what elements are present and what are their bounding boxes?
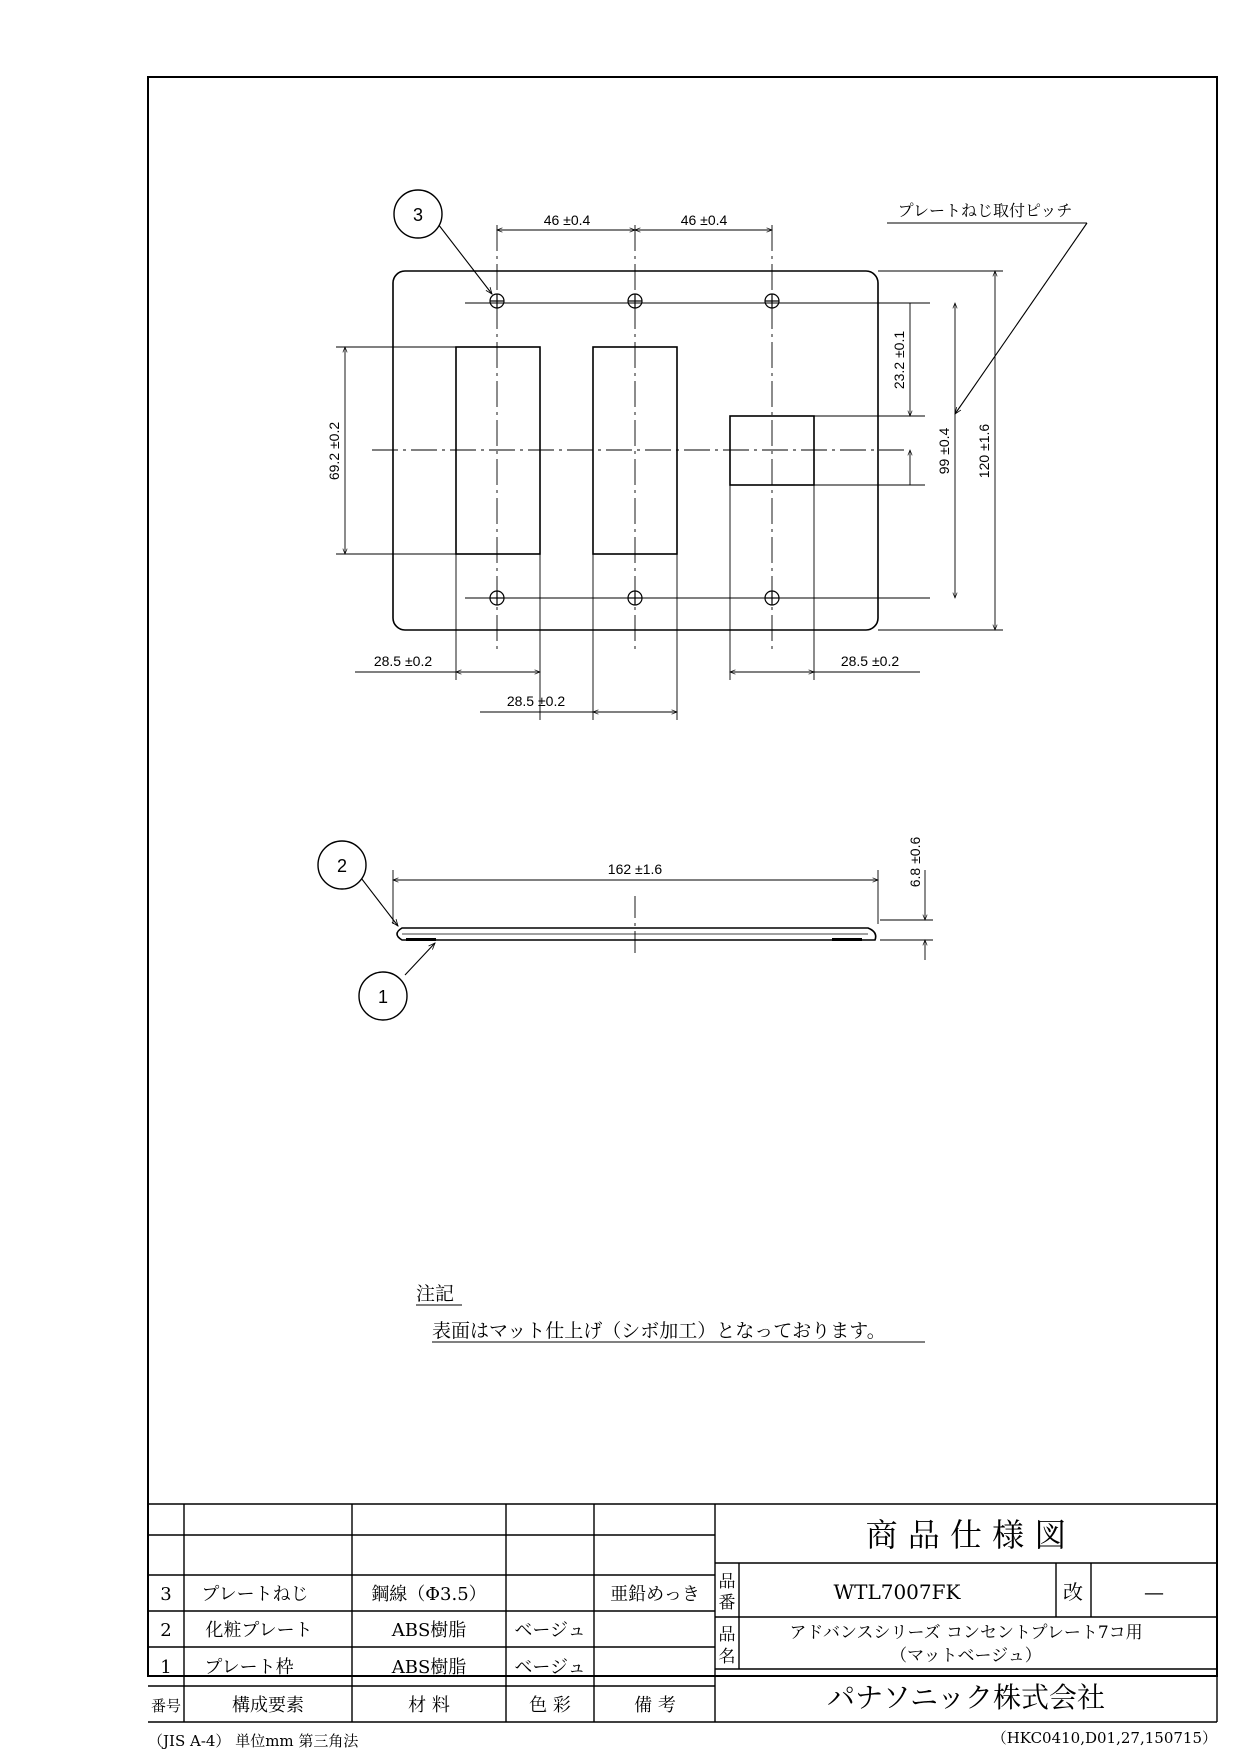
dim-opening-width-left: 28.5 ±0.2 bbox=[373, 653, 433, 669]
header-component: 構成要素 bbox=[232, 1695, 304, 1716]
header-remarks: 備 考 bbox=[634, 1695, 676, 1716]
plate-outline bbox=[393, 271, 878, 630]
screw-icon bbox=[490, 294, 779, 605]
row-3-remarks: 亜鉛めっき bbox=[610, 1584, 700, 1605]
product-name-label-1: 品 bbox=[718, 1625, 736, 1645]
drawing-border bbox=[148, 77, 1217, 1676]
dim-small-offset: 23.2 ±0.1 bbox=[891, 330, 907, 390]
row-2-no: 2 bbox=[160, 1620, 172, 1641]
company-name: パナソニック株式会社 bbox=[826, 1681, 1106, 1714]
opening-left bbox=[456, 347, 540, 554]
callout-3-label: 3 bbox=[412, 205, 424, 225]
part-number: WTL7007FK bbox=[833, 1580, 961, 1604]
row-1-component: プレート枠 bbox=[204, 1657, 294, 1678]
row-1-color: ベージュ bbox=[514, 1657, 586, 1678]
footer-left: （JIS A-4） 単位mm 第三角法 bbox=[148, 1732, 359, 1750]
note-text: 表面はマット仕上げ（シボ加工）となっております。 bbox=[432, 1320, 886, 1342]
revision-value: — bbox=[1144, 1580, 1164, 1604]
footer-right: （HKC0410,D01,27,150715） bbox=[991, 1729, 1217, 1747]
drawing-title: 商 品 仕 様 図 bbox=[865, 1516, 1067, 1554]
product-name-line1: アドバンスシリーズ コンセントプレート7コ用 bbox=[789, 1623, 1143, 1643]
part-number-label-2: 番 bbox=[718, 1593, 736, 1613]
dim-screw-pitch-right: 46 ±0.4 bbox=[680, 212, 728, 228]
screw-pitch-note: プレートねじ取付ピッチ bbox=[897, 203, 1073, 220]
header-color: 色 彩 bbox=[529, 1695, 571, 1716]
product-name-line2: （マットベージュ） bbox=[890, 1646, 1042, 1666]
front-view bbox=[336, 223, 1087, 720]
dim-plate-width: 162 ±1.6 bbox=[607, 861, 663, 877]
part-number-label-1: 品 bbox=[718, 1572, 736, 1592]
row-2-color: ベージュ bbox=[514, 1620, 586, 1641]
row-2-material: ABS樹脂 bbox=[391, 1620, 467, 1641]
dim-screw-pitch-left: 46 ±0.4 bbox=[543, 212, 591, 228]
product-name-label-2: 名 bbox=[718, 1647, 736, 1667]
row-1-material: ABS樹脂 bbox=[391, 1657, 467, 1678]
dim-opening-width-center: 28.5 ±0.2 bbox=[506, 693, 566, 709]
dim-opening-width-right: 28.5 ±0.2 bbox=[840, 653, 900, 669]
dim-plate-thickness: 6.8 ±0.6 bbox=[907, 836, 923, 888]
row-2-component: 化粧プレート bbox=[205, 1620, 313, 1641]
row-1-no: 1 bbox=[160, 1657, 172, 1678]
header-no: 番号 bbox=[150, 1697, 182, 1715]
row-3-component: プレートねじ bbox=[201, 1584, 309, 1605]
dim-screw-pitch-vertical: 99 ±0.4 bbox=[936, 427, 952, 475]
revision-label: 改 bbox=[1063, 1580, 1083, 1604]
dim-plate-height: 120 ±1.6 bbox=[976, 423, 992, 479]
callout-1-label: 1 bbox=[377, 987, 389, 1007]
side-view bbox=[358, 870, 933, 975]
dim-opening-height: 69.2 ±0.2 bbox=[326, 421, 342, 481]
row-3-no: 3 bbox=[160, 1584, 172, 1605]
note-heading: 注記 bbox=[416, 1283, 455, 1305]
callouts bbox=[318, 190, 442, 1020]
header-material: 材 料 bbox=[408, 1695, 450, 1716]
callout-2-label: 2 bbox=[336, 856, 348, 876]
row-3-material: 鋼線（Φ3.5） bbox=[371, 1584, 487, 1605]
center-lines bbox=[372, 225, 904, 650]
